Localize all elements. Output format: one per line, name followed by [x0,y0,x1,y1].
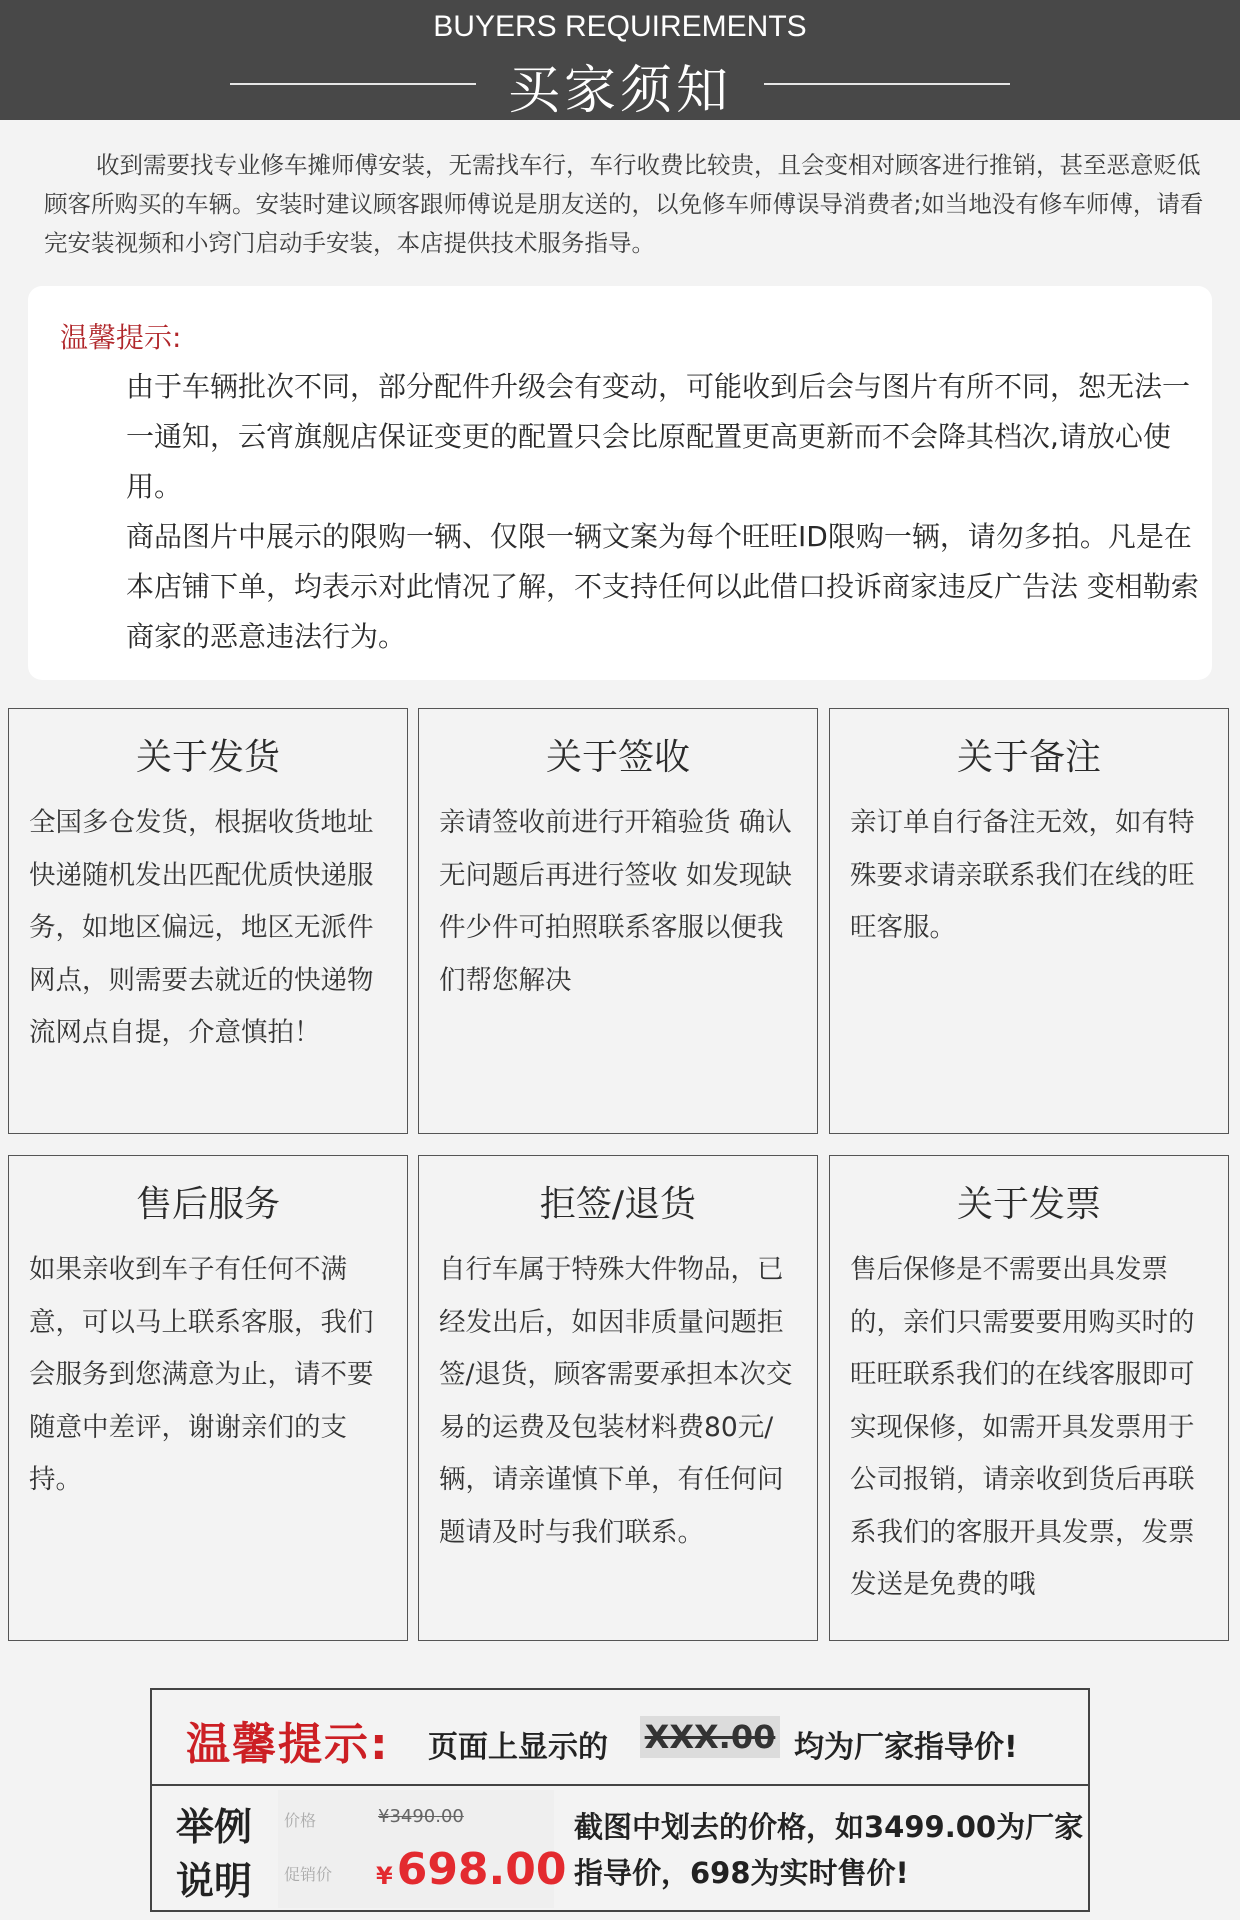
intro-paragraph: 收到需要找专业修车摊师傅安装，无需找车行，车行收费比较贵，且会变相对顾客进行推销，甚至恶意贬低顾客所购买的车辆。安装时建议顾客跟师傅说是朋友送的，以免修车师傅误导消费者;如当地没有修车师傅，请看完安装视频和小窍门启动手安装，本店提供技术服务指导。 [44,151,1204,257]
promo-price-label: 促销价 [284,1865,333,1884]
price-note-text: 页面上显示的 [428,1730,608,1765]
info-box-refuse-return [418,1155,818,1641]
struck-price-placeholder: XXX.00 [640,1716,780,1758]
info-box-shipping [8,708,408,1134]
info-box-title: 关于发货 [135,737,280,778]
header-title-cn: 买家须知 [507,61,732,121]
warm-tips-title: 温馨提示: [60,321,182,354]
yen-symbol: ¥ [376,1862,393,1890]
info-box-signing [418,708,818,1134]
price-note-tail: 均为厂家指导价! [794,1730,1018,1765]
info-box-after-sales [8,1155,408,1641]
price-note-panel [150,1688,1090,1912]
price-explanation: 截图中划去的价格，如3499.00为厂家指导价，698为实时售价! [574,1810,1084,1890]
info-box-title: 拒签/退货 [539,1184,697,1225]
warm-tips-paragraph-2: 商品图片中展示的限购一辆、仅限一辆文案为每个旺旺ID限购一辆，请勿多拍。凡是在本店铺下单，均表示对此情况了解，不支持任何以此借口投诉商家违反广告法 变相勒索商家的恶意违法行为。 [126,520,1199,653]
info-box-text: 如果亲收到车子有任何不满意，可以马上联系客服，我们会服务到您满意为止，请不要随意中差评，谢谢亲们的支持。 [29,1254,374,1495]
info-box-remarks [829,708,1229,1134]
price-note-label: 温馨提示: [186,1719,390,1770]
price-note-header-row [152,1690,1088,1786]
info-box-text: 亲订单自行备注无效，如有特殊要求请亲联系我们在线的旺旺客服。 [850,807,1195,943]
sale-price-value: 698.00 [396,1844,567,1895]
warm-tips-paragraph-1: 由于车辆批次不同，部分配件升级会有变动，可能收到后会与图片有所不同，恕无法一一通知，云宵旗舰店保证变更的配置只会比原配置更高更新而不会降其档次,请放心使用。 [126,370,1191,503]
info-box-text: 自行车属于特殊大件物品，已经发出后，如因非质量问题拒签/退货，顾客需要承担本次交易的运费及包装材料费80元/辆，请亲谨慎下单，有任何问题请及时与我们联系。 [439,1254,793,1548]
header-title-en: BUYERS REQUIREMENTS [433,10,807,43]
info-box-title: 关于发票 [956,1184,1101,1225]
info-box-text: 亲请签收前进行开箱验货 确认无问题后再进行签收 如发现缺件少件可拍照联系客服以便我们帮您解决 [439,807,792,996]
warm-tips-body [126,362,1216,662]
warm-tips-card [28,286,1212,680]
price-label: 价格 [284,1811,317,1830]
example-label: 举例说明 [176,1805,253,1903]
page-header [0,0,1240,120]
info-box-title: 关于备注 [956,737,1101,778]
info-box-text: 全国多仓发货，根据收货地址快递随机发出匹配优质快递服务，如地区偏远，地区无派件网点，则需要去就近的快递物流网点自提，介意慎拍！ [29,807,374,1048]
original-price: ¥3490.00 [378,1806,464,1827]
info-box-title: 售后服务 [135,1184,280,1225]
sale-price [376,1844,567,1895]
info-box-text: 售后保修是不需要出具发票的，亲们只需要要用购买时的旺旺联系我们的在线客服即可实现保修，如需开具发票用于公司报销，请亲收到货后再联系我们的客服开具发票，发票发送是免费的哦 [850,1254,1195,1600]
example-price-box [278,1790,567,1908]
info-box-title: 关于签收 [545,737,690,778]
info-box-invoice [829,1155,1229,1641]
header-divider-right [764,83,1010,85]
